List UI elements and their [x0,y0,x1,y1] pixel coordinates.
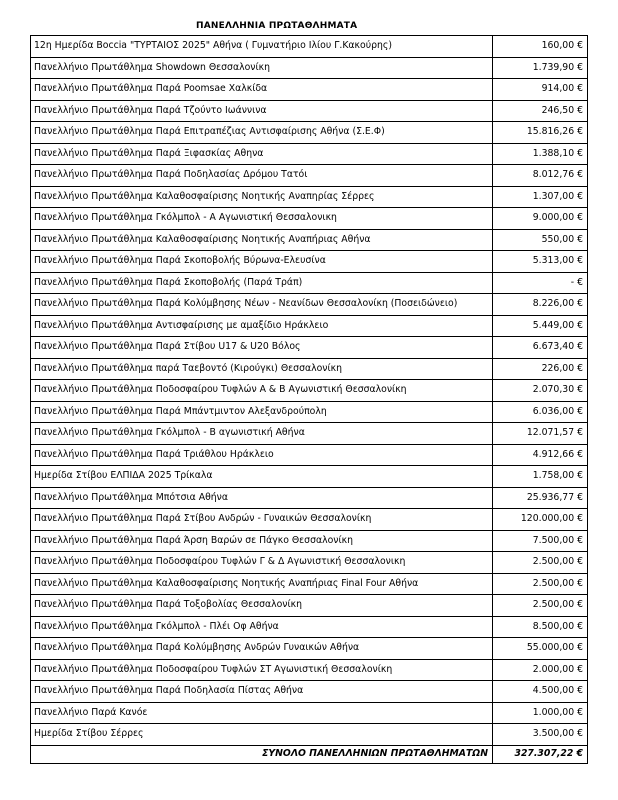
event-amount: 550,00 € [493,229,588,251]
event-amount: 15.816,26 € [493,122,588,144]
table-row [31,724,588,746]
table-row [31,659,588,681]
table-row [31,186,588,208]
event-name: Πανελλήνιο Πρωτάθλημα Αντισφαίρισης με αμαξίδιο Ηράκλειο [31,315,493,337]
table-row [31,530,588,552]
event-amount: 1.758,00 € [493,466,588,488]
event-amount: 2.500,00 € [493,552,588,574]
table-row [31,380,588,402]
event-name: Ημερίδα Στίβου ΕΛΠΙΔΑ 2025 Τρίκαλα [31,466,493,488]
event-amount: 5.313,00 € [493,251,588,273]
event-amount: 2.000,00 € [493,659,588,681]
table-row [31,208,588,230]
event-name: Πανελλήνιο Πρωτάθλημα Ποδοσφαίρου Τυφλών Α & Β Αγωνιστική Θεσσαλονίκη [31,380,493,402]
event-amount: 4.500,00 € [493,681,588,703]
table-row [31,337,588,359]
event-amount: 3.500,00 € [493,724,588,746]
table-row [31,638,588,660]
event-amount: 160,00 € [493,36,588,58]
event-name: Πανελλήνιο Πρωτάθλημα Παρά Τριάθλου Ηράκλειο [31,444,493,466]
event-amount: 4.912,66 € [493,444,588,466]
table-row [31,702,588,724]
table-row [31,100,588,122]
championships-table [30,35,588,764]
event-name: Πανελλήνιο Πρωτάθλημα Παρά Τζούντο Ιωάννινα [31,100,493,122]
table-row [31,165,588,187]
event-name: Πανελλήνιο Πρωτάθλημα Παρά Στίβου Ανδρών - Γυναικών Θεσσαλονίκη [31,509,493,531]
total-row [31,745,588,763]
document-title: ΠΑΝΕΛΛΗΝΙΑ ΠΡΩΤΑΘΛΗΜΑΤΑ [196,21,358,31]
event-name: Ημερίδα Στίβου Σέρρες [31,724,493,746]
event-name: 12η Ημερίδα Boccia "ΤΥΡΤΑΙΟΣ 2025" Αθήνα ( Γυμνατήριο Ιλίου Γ.Κακούρης) [31,36,493,58]
table-body [31,36,588,746]
event-name: Πανελλήνιο Πρωτάθλημα Παρά Στίβου U17 & U20 Βόλος [31,337,493,359]
event-amount: 6.036,00 € [493,401,588,423]
table-row [31,358,588,380]
event-name: Πανελλήνιο Πρωτάθλημα Παρά Κολύμβησης Ανδρών Γυναικών Αθήνα [31,638,493,660]
event-name: Πανελλήνιο Πρωτάθλημα Παρά Κολύμβησης Νέων - Νεανίδων Θεσσαλονίκη (Ποσειδώνειο) [31,294,493,316]
event-name: Πανελλήνιο Πρωτάθλημα Καλαθοσφαίρισης Νοητικής Αναπήριας Αθήνα [31,229,493,251]
table-row [31,294,588,316]
event-amount: 2.070,30 € [493,380,588,402]
event-name: Πανελλήνιο Πρωτάθλημα Καλαθοσφαίρισης Νοητικής Αναπηρίας Σέρρες [31,186,493,208]
event-name: Πανελλήνιο Πρωτάθλημα Γκόλμπολ - Πλέι Οφ Αθήνα [31,616,493,638]
event-amount: 9.000,00 € [493,208,588,230]
event-amount: 6.673,40 € [493,337,588,359]
total-amount: 327.307,22 € [493,745,588,763]
event-amount: 8.500,00 € [493,616,588,638]
event-amount: 55.000,00 € [493,638,588,660]
event-amount: 12.071,57 € [493,423,588,445]
table-row [31,57,588,79]
table-row [31,616,588,638]
table-row [31,251,588,273]
event-amount: 8.012,76 € [493,165,588,187]
table-row [31,487,588,509]
event-name: Πανελλήνιο Πρωτάθλημα Μπότσια Αθήνα [31,487,493,509]
event-name: Πανελλήνιο Πρωτάθλημα παρά Ταεβοντό (Κιρούγκι) Θεσσαλονίκη [31,358,493,380]
event-name: Πανελλήνιο Πρωτάθλημα Παρά Μπάντμιντον Αλεξανδρούπολη [31,401,493,423]
table-row [31,122,588,144]
event-amount: 5.449,00 € [493,315,588,337]
event-name: Πανελλήνιο Πρωτάθλημα Παρά Άρση Βαρών σε Πάγκο Θεσσαλονίκη [31,530,493,552]
event-name: Πανελλήνιο Πρωτάθλημα Καλαθοσφαίρισης Νοητικής Αναπήριας Final Four Αθήνα [31,573,493,595]
event-name: Πανελλήνιο Πρωτάθλημα Παρά Τοξοβολίας Θεσσαλονίκη [31,595,493,617]
event-amount: - € [493,272,588,294]
table-row [31,552,588,574]
table-row [31,272,588,294]
event-amount: 1.000,00 € [493,702,588,724]
table-row [31,36,588,58]
event-name: Πανελλήνιο Πρωτάθλημα Παρά Ποδηλασία Πίστας Αθήνα [31,681,493,703]
table-row [31,143,588,165]
event-name: Πανελλήνιο Πρωτάθλημα Παρά Ποδηλασίας Δρόμου Τατόι [31,165,493,187]
event-amount: 1.739,90 € [493,57,588,79]
event-name: Πανελλήνιο Παρά Κανόε [31,702,493,724]
event-amount: 25.936,77 € [493,487,588,509]
event-amount: 1.307,00 € [493,186,588,208]
event-amount: 914,00 € [493,79,588,101]
table-row [31,509,588,531]
event-name: Πανελλήνιο Πρωτάθλημα Γκόλμπολ - Β αγωνιστική Αθήνα [31,423,493,445]
event-name: Πανελλήνιο Πρωτάθλημα Γκόλμπολ - Α Αγωνιστική Θεσσαλονικη [31,208,493,230]
event-name: Πανελλήνιο Πρωτάθλημα Παρά Σκοποβολής Βύρωνα-Ελευσίνα [31,251,493,273]
event-amount: 7.500,00 € [493,530,588,552]
table-row [31,466,588,488]
event-amount: 120.000,00 € [493,509,588,531]
event-amount: 8.226,00 € [493,294,588,316]
event-name: Πανελλήνιο Πρωτάθλημα Παρά Ξιφασκίας Αθηνα [31,143,493,165]
event-name: Πανελλήνιο Πρωτάθλημα Παρά Σκοποβολής (Παρά Τράπ) [31,272,493,294]
table-row [31,681,588,703]
table-row [31,229,588,251]
table-row [31,423,588,445]
table-row [31,79,588,101]
table-row [31,573,588,595]
event-amount: 226,00 € [493,358,588,380]
table-row [31,595,588,617]
table-row [31,444,588,466]
event-amount: 246,50 € [493,100,588,122]
event-name: Πανελλήνιο Πρωτάθλημα Ποδοσφαίρου Τυφλών ΣΤ Αγωνιστική Θεσσαλονίκη [31,659,493,681]
event-name: Πανελλήνιο Πρωτάθλημα Παρά Poomsae Χαλκίδα [31,79,493,101]
event-name: Πανελλήνιο Πρωτάθλημα Παρά Επιτραπέζιας Αντισφαίρισης Αθήνα (Σ.Ε.Φ) [31,122,493,144]
event-amount: 2.500,00 € [493,573,588,595]
table-row [31,401,588,423]
table-row [31,315,588,337]
event-name: Πανελλήνιο Πρωτάθλημα Showdown Θεσσαλονίκη [31,57,493,79]
total-label: ΣΥΝΟΛΟ ΠΑΝΕΛΛΗΝΙΩΝ ΠΡΩΤΑΘΛΗΜΑΤΩΝ [31,745,493,763]
event-amount: 1.388,10 € [493,143,588,165]
event-name: Πανελλήνιο Πρωτάθλημα Ποδοσφαίρου Τυφλών Γ & Δ Αγωνιστική Θεσσαλονικη [31,552,493,574]
event-amount: 2.500,00 € [493,595,588,617]
